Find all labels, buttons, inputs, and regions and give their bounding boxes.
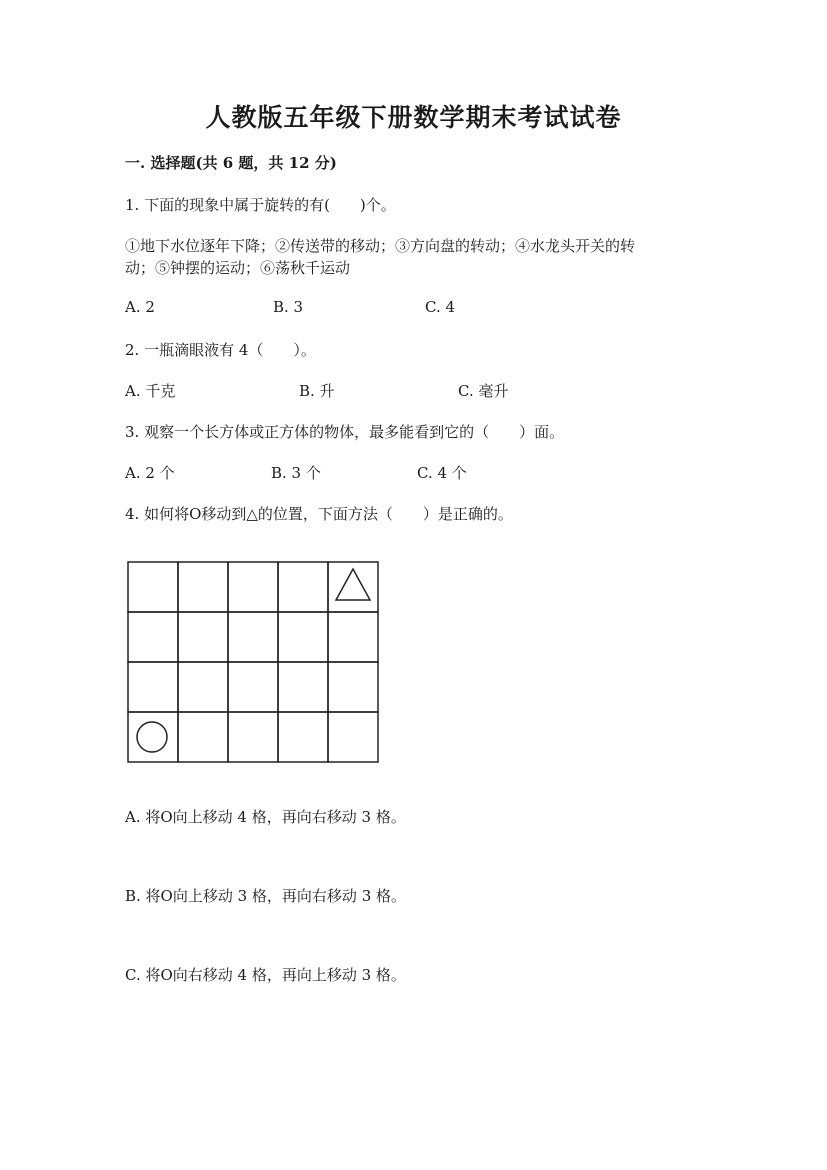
grid-cell — [228, 662, 278, 712]
grid-cell — [328, 612, 378, 662]
movement-grid — [127, 561, 381, 765]
question-3-stem: 3. 观察一个长方体或正方体的物体，最多能看到它的（ ）面。 — [125, 423, 565, 441]
grid-cell — [178, 662, 228, 712]
grid-cell — [228, 712, 278, 762]
question-1-option-a[interactable]: A. 2 — [125, 298, 155, 316]
section-heading: 一. 选择题(共 6 题，共 12 分) — [125, 154, 337, 172]
question-1-option-c[interactable]: C. 4 — [425, 298, 456, 316]
question-3-option-a[interactable]: A. 2 个 — [125, 464, 175, 482]
grid-cell — [328, 712, 378, 762]
question-4-option-b[interactable]: B. 将O向上移动 3 格，再向右移动 3 格。 — [125, 887, 407, 905]
grid-cell — [278, 612, 328, 662]
grid-cell — [178, 712, 228, 762]
grid-cell — [128, 712, 178, 762]
triangle-icon — [336, 569, 370, 600]
question-1-detail-line-1: ①地下水位逐年下降；②传送带的移动；③方向盘的转动；④水龙头开关的转 — [125, 237, 636, 255]
grid-cell — [178, 562, 228, 612]
grid-cell — [128, 562, 178, 612]
question-2-stem: 2. 一瓶滴眼液有 4（ ）。 — [125, 341, 316, 359]
question-1-detail-line-2: 动；⑤钟摆的运动；⑥荡秋千运动 — [125, 259, 351, 277]
grid-cell — [228, 562, 278, 612]
page-title: 人教版五年级下册数学期末考试试卷 — [205, 103, 622, 132]
question-3-option-c[interactable]: C. 4 个 — [417, 464, 467, 482]
grid-cell — [178, 612, 228, 662]
question-4-stem: 4. 如何将O移动到△的位置，下面方法（ ）是正确的。 — [125, 505, 513, 523]
question-2-option-a[interactable]: A. 千克 — [125, 382, 176, 400]
grid-cell — [128, 662, 178, 712]
question-3-option-b[interactable]: B. 3 个 — [271, 464, 321, 482]
grid-cell — [278, 562, 328, 612]
circle-icon — [137, 722, 167, 752]
question-1-option-b[interactable]: B. 3 — [273, 298, 304, 316]
grid-cell — [278, 712, 328, 762]
grid-cell — [278, 662, 328, 712]
question-1-stem: 1. 下面的现象中属于旋转的有( )个。 — [125, 196, 396, 214]
question-2-option-c[interactable]: C. 毫升 — [458, 382, 509, 400]
question-4-option-a[interactable]: A. 将O向上移动 4 格，再向右移动 3 格。 — [125, 808, 406, 826]
question-4-option-c[interactable]: C. 将O向右移动 4 格，再向上移动 3 格。 — [125, 966, 406, 984]
question-2-option-b[interactable]: B. 升 — [299, 382, 335, 400]
grid-cell — [128, 612, 178, 662]
grid-cell — [328, 662, 378, 712]
grid-cell — [228, 612, 278, 662]
